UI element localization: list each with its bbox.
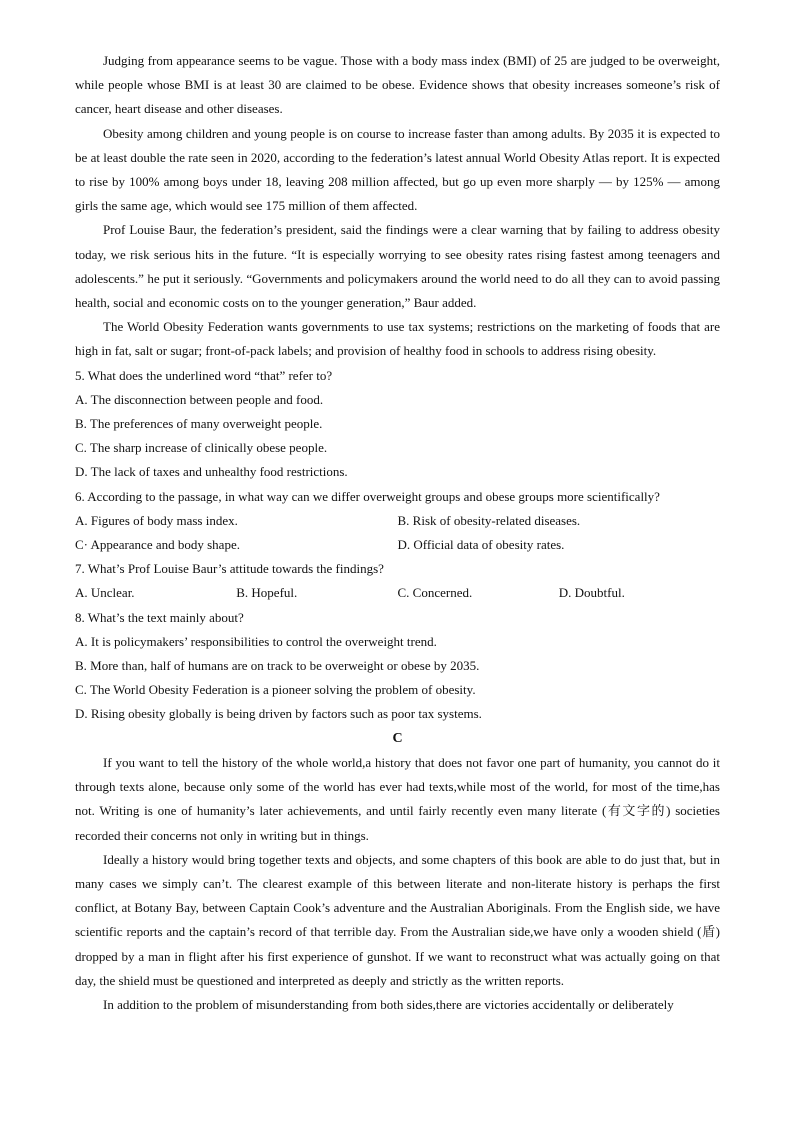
answer-option: D. Official data of obesity rates. <box>397 537 565 553</box>
question-8 <box>75 606 720 727</box>
paragraph: Ideally a history would bring together texts and objects, and some chapters of this book are able to do just that, but in many cases we simply can’t. The clearest example of this between literate and non-literate history is perhaps the first conflict, at Botany Bay, between Captain Cook’s adventure and the Australian Aboriginals. From the English side, we have scientific reports and the captain’s record of that terrible day. From the Australian side,we have only a wooden shield (盾) dropped by a man in flight after his first experience of gunshot. If we want to reconstruct what was actually going on that day, the shield must be questioned and interpreted as deeply and strictly as the written reports. <box>75 851 720 988</box>
answer-option: C. Concerned. <box>397 585 473 601</box>
answer-option-row <box>75 581 720 605</box>
answer-option: D. The lack of taxes and unhealthy food restrictions. <box>75 464 348 480</box>
answer-option: C. The World Obesity Federation is a pioneer solving the problem of obesity. <box>75 682 476 698</box>
question-7 <box>75 557 720 605</box>
answer-option: C· Appearance and body shape. <box>75 537 240 553</box>
question-stem: 5. What does the underlined word “that” refer to? <box>75 367 333 383</box>
answer-option: D. Doubtful. <box>558 585 625 601</box>
answer-option-row <box>75 533 720 557</box>
passage-c <box>75 751 720 1017</box>
question-6 <box>75 485 720 558</box>
answer-option: A. It is policymakers’ responsibilities to control the overweight trend. <box>75 633 437 649</box>
paragraph: If you want to tell the history of the whole world,a history that does not favor one part of humanity, you cannot do it through texts alone, because only some of the world has ever had texts,while most of the world, for most of the time,has not. Writing is one of humanity’s later achievements, and until fairly recently even many literate (有文字的) societies recorded their concerns not only in writing but in things. <box>75 754 720 843</box>
paragraph: Judging from appearance seems to be vague. Those with a body mass index (BMI) of 25 are judged to be overweight, while people whose BMI is at least 30 are claimed to be obese. Evidence shows that obesity increases someone’s risk of cancer, heart disease and other diseases. <box>75 53 720 117</box>
answer-option: A. The disconnection between people and food. <box>75 391 324 407</box>
answer-option: B. More than, half of humans are on track to be overweight or obese by 2035. <box>75 658 480 674</box>
answer-option: C. The sharp increase of clinically obese people. <box>75 440 328 456</box>
passage-b <box>75 49 720 364</box>
paragraph: The World Obesity Federation wants governments to use tax systems; restrictions on the marketing of foods that are high in fat, salt or sugar; front-of-pack labels; and provision of healthy food in schools to address rising obesity. <box>75 319 720 359</box>
question-stem: 6. According to the passage, in what way can we differ overweight groups and obese groups more scientifically? <box>75 488 660 504</box>
answer-option: D. Rising obesity globally is being driven by factors such as poor tax systems. <box>75 706 482 722</box>
answer-option: B. Hopeful. <box>236 585 298 601</box>
question-5 <box>75 364 720 485</box>
paragraph: Prof Louise Baur, the federation’s president, said the findings were a clear warning that by failing to address obesity today, we risk serious hits in the future. “It is especially worrying to see obesity rates rising fastest among teenagers and adolescents.” he put it seriously. “Governments and policymakers around the world need to do all they can to avoid passing health, social and economic costs on to the younger generation,” Baur added. <box>75 222 720 311</box>
answer-option: A. Figures of body mass index. <box>75 512 238 528</box>
answer-option: B. Risk of obesity-related diseases. <box>397 512 581 528</box>
answer-option: B. The preferences of many overweight people. <box>75 416 323 432</box>
section-heading: C <box>392 730 403 746</box>
answer-option-row <box>75 509 720 533</box>
paragraph: Obesity among children and young people is on course to increase faster than among adults. By 2035 it is expected to be at least double the rate seen in 2020, according to the federation’s latest annual World Obesity Atlas report. It is expected to rise by 100% among boys under 18, leaving 208 million affected, but go up even more sharply — by 125% — among girls the same age, which would see 175 million of them affected. <box>75 125 720 214</box>
paragraph: In addition to the problem of misunderstanding from both sides,there are victories accidentally or deliberately <box>103 996 674 1012</box>
question-stem: 8. What’s the text mainly about? <box>75 609 244 625</box>
answer-option: A. Unclear. <box>75 585 135 601</box>
question-stem: 7. What’s Prof Louise Baur’s attitude towards the findings? <box>75 561 384 577</box>
